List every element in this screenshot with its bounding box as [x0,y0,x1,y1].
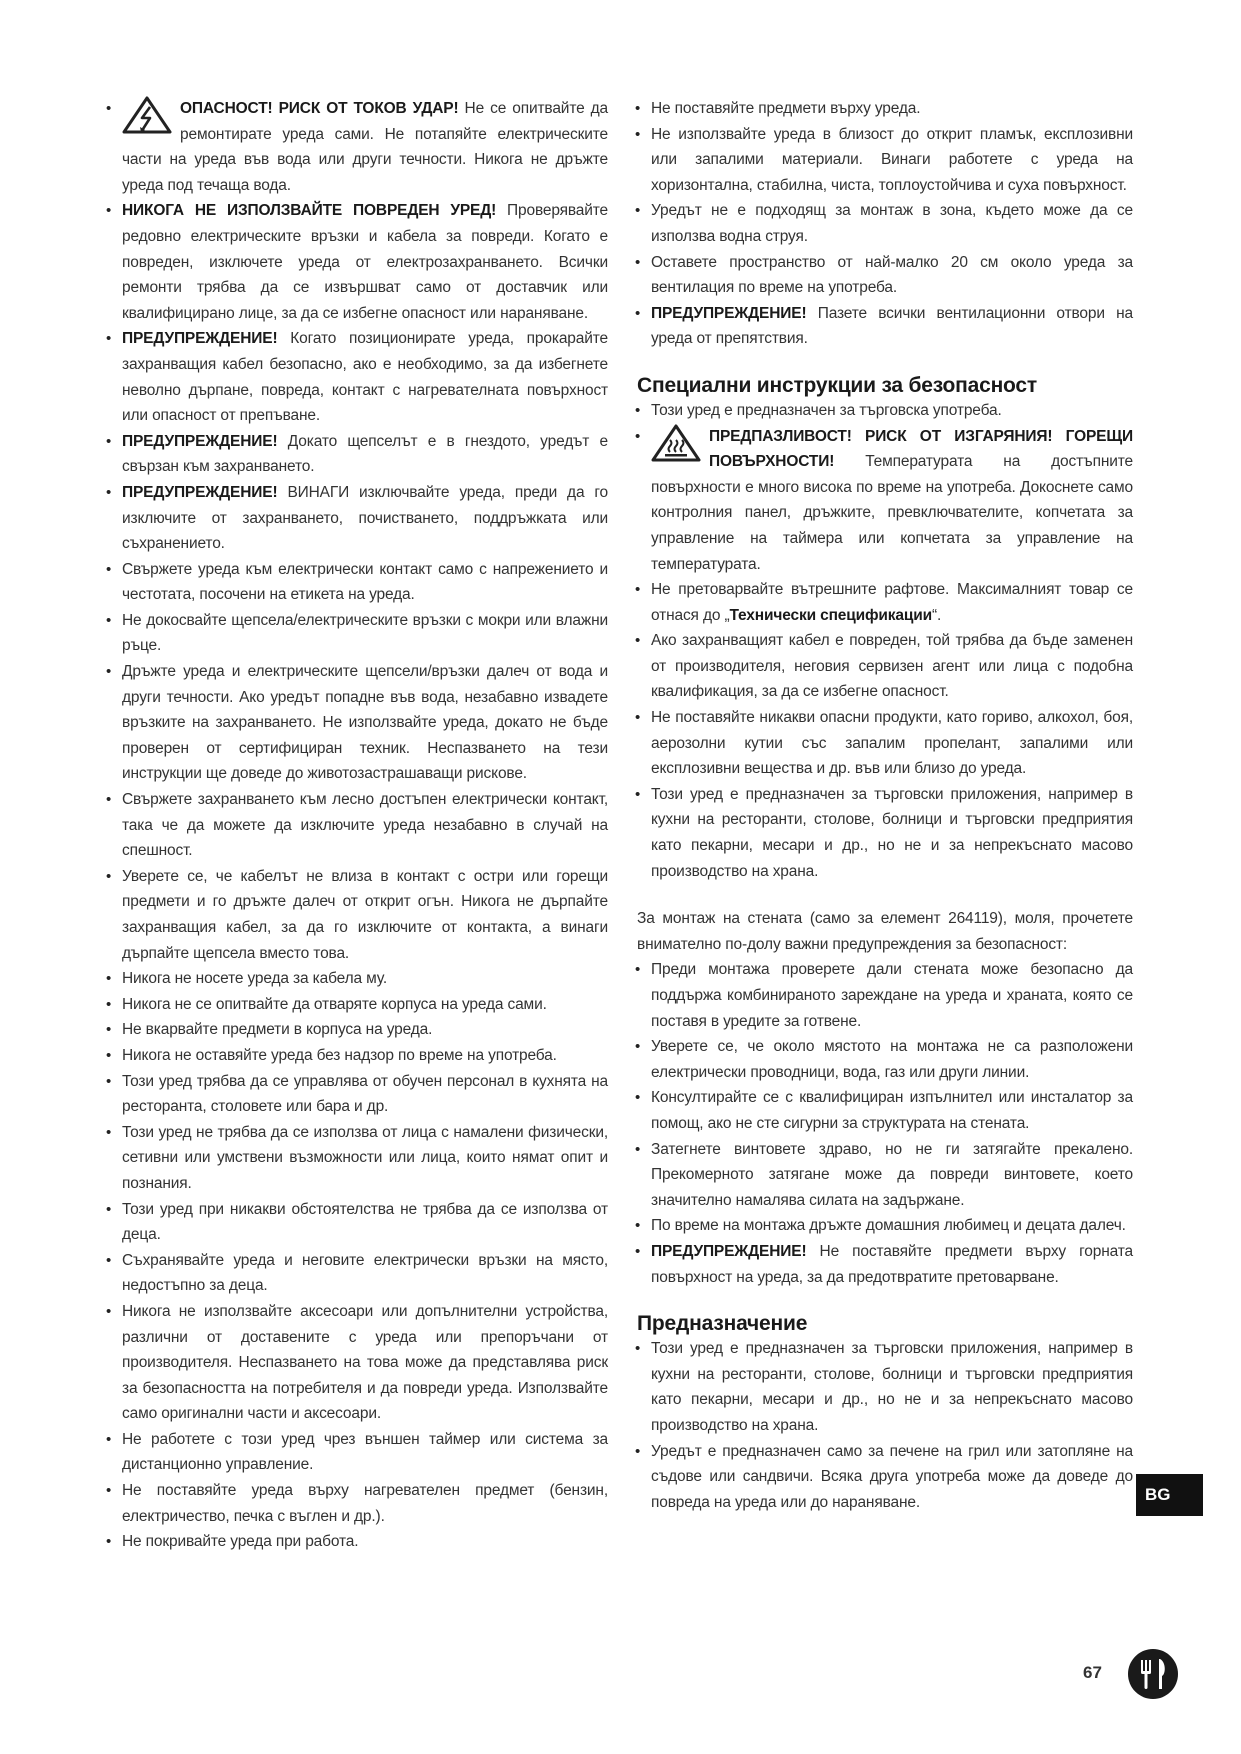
list-item [108,1069,608,1120]
item-text: Пазете всички вентилационни отвори на уреда от препятствия. [651,304,1133,348]
item-text: Не покривайте уреда при работа. [122,1533,359,1551]
warning-label: ОПАСНОСТ! РИСК ОТ ТОКОВ УДАР! [180,100,459,117]
list-item [108,429,608,480]
list-item [108,659,608,787]
list-item [108,198,608,326]
wall-mount-list [637,957,1133,1290]
list-item [637,198,1133,249]
item-text: Съхранявайте уреда и неговите електрически връзки на място, недостъпно за деца. [122,1251,608,1295]
electric-shock-warning-icon [122,96,174,134]
list-item [108,1248,608,1299]
list-item [108,480,608,557]
warning-label: ПРЕДУПРЕЖДЕНИЕ! [651,1242,807,1260]
item-text: Уверете се, че кабелът не влиза в контакт с остри или горещи предмети и го дръжте далеч от открит огън. Никога не дърпайте захранващия кабел, за да го изключите от контакта, а винаги дърпайте щепсела вместо това. [122,867,608,962]
list-item [637,424,1133,578]
item-text: Свържете захранването към лесно достъпен електрически контакт, така че да можете да изключите уреда незабавно в случай на спешност. [122,791,608,860]
item-text: Не претоварвайте вътрешните рафтове. Максималният товар се отнася до „ [651,581,1133,624]
list-item [637,705,1133,782]
warning-label: ПРЕДУПРЕЖДЕНИЕ! [122,330,278,348]
item-text: Температурата на достъпните повърхности е много висока по време на употреба. Докоснете само контролния панел, дръжките, превключвателите, копчетата за управление на таймера или копчетата за управление на температурата. [651,453,1133,573]
item-text: Никога не използвайте аксесоари или допълнителни устройства, различни от доставените с уреда или препоръчани от производителя. Неспазването на това може да представлява риск за безопасността на потребителя и да повреди уреда. Използвайте само оригинални части и аксесоари. [122,1302,608,1423]
list-item [108,1017,608,1043]
right-column [637,96,1133,1515]
list-item [108,966,608,992]
special-instructions-heading: Специални инструкции за безопасност [637,373,1037,397]
item-text: Преди монтажа проверете дали стената може безопасно да поддържа комбинираното зареждане на уреда и храната, която се поставя в уредите за готвене. [651,961,1133,1030]
list-item [637,301,1133,352]
left-column [108,96,608,1555]
language-badge: BG [1136,1474,1203,1516]
list-item [637,957,1133,1034]
intended-use-heading: Предназначение [637,1312,808,1336]
item-text: Не вкарвайте предмети в корпуса на уреда. [122,1021,433,1039]
item-text: Уредът е предназначен само за печене на грил или затопляне на съдове или сандвичи. Всяка друга употреба може да доведе до повреда на уреда или до нараняване. [651,1442,1133,1511]
list-item [637,1085,1133,1136]
spec-reference: Технически спецификации [729,606,933,624]
item-text: Никога не носете уреда за кабела му. [122,970,387,988]
list-item [108,992,608,1018]
page-number: 67 [1083,1663,1102,1682]
item-text: Уверете се, че около мястото на монтажа не са разположени електрически проводници, вода, газ или други линии. [651,1038,1133,1081]
list-item [637,1439,1133,1516]
item-text: Този уред трябва да се управлява от обучен персонал в кухнята на ресторанта, столовете или бара и др. [122,1072,608,1116]
item-text: Не поставяйте уреда върху нагревателен предмет (бензин, електричество, печка с въглен и др.). [122,1482,608,1525]
list-item [108,557,608,608]
item-text: ВИНАГИ изключвайте уреда, преди да го изключите от захранването, почистването, поддръжката или съхранението. [122,483,608,553]
item-text: Оставете пространство от най-малко 20 см около уреда за вентилация по време на употреба. [651,253,1133,297]
item-text: Този уред е предназначен за търговски приложения, например в кухни на ресторанти, столове, болници и търговски предприятия като пекарни, месари и др., но не и за непрекъснато масово производство на храна. [651,785,1133,880]
item-text: Не работете с този уред чрез външен таймер или система за дистанционно управление. [122,1430,608,1474]
warning-label: НИКОГА НЕ ИЗПОЛЗВАЙТЕ ПОВРЕДЕН УРЕД! [122,202,497,220]
item-text-tail: “. [932,606,942,624]
item-text: Не поставяйте предмети върху уреда. [651,100,921,117]
item-text: Не поставяйте предмети върху горната повърхност на уреда, за да предотвратите претоварване. [651,1242,1133,1286]
item-text: Когато позиционирате уреда, прокарайте захранващия кабел безопасно, ако е необходимо, за да избегнете неволно дърпане, повреда, контакт с нагревателната повърхност или опасност от препъване. [122,330,608,425]
list-item [108,1478,608,1529]
list-item [108,1120,608,1197]
item-text: Затегнете винтовете здраво, но не ги затягайте прекалено. Прекомерното затягане може да повреди винтовете, което значително намалява силата на задържане. [651,1140,1133,1209]
item-text: Ако захранващият кабел е повреден, той трябва да бъде заменен от производителя, неговия сервизен агент или лица с подобна квалификация, за да се избегне опасност. [651,632,1133,701]
wall-mount-intro: За монтаж на стената (само за елемент 264119), моля, прочетете внимателно по-долу важни предупреждения за безопасност: [637,910,1133,953]
item-text: Никога не оставяйте уреда без надзор по време на употреба. [122,1046,557,1064]
list-item [637,1239,1133,1290]
special-instructions-list [637,398,1133,884]
item-text: Не докосвайте щепсела/електрическите връзки с мокри или влажни ръце. [122,611,608,655]
list-item [637,1213,1133,1239]
item-text: Не използвайте уреда в близост до открит пламък, експлозивни или запалими материали. Винаги работете с уреда на хоризонтална, стабилна, чиста, топлоустойчива и суха повърхност. [651,125,1133,194]
cutlery-logo-icon [1127,1648,1179,1700]
item-text: Уредът не е подходящ за монтаж в зона, където може да се използва водна струя. [651,202,1133,245]
list-item [108,96,608,198]
hot-surface-warning-icon [651,424,703,462]
item-text: Свържете уреда към електрически контакт само с напрежението и честотата, посочени на етикета на уреда. [122,560,608,604]
warning-label: ПРЕДУПРЕЖДЕНИЕ! [122,483,278,501]
list-item [637,96,1133,122]
list-item [637,122,1133,199]
list-item [108,1427,608,1478]
item-text: Консултирайте се с квалифициран изпълнител или инсталатор за помощ, ако не сте сигурни за структурата на стената. [651,1089,1133,1132]
warning-label: ПРЕДПАЗЛИВОСТ! РИСК ОТ ИЗГАРЯНИЯ! ГОРЕЩИ ПОВЪРХНОСТИ! [709,427,1133,471]
list-item [637,1034,1133,1085]
list-item [108,326,608,428]
list-item [637,782,1133,884]
list-item [637,398,1133,424]
item-text: Проверявайте редовно електрическите връзки и кабела за повреди. Когато е повреден, изключете уреда от електрозахранването. Всички ремонти трябва да се извършват само от доставчик или квалифицирано лице, за да се избегне опасност или нараняване. [122,202,608,322]
list-item [637,1137,1133,1214]
list-item [108,1299,608,1427]
item-text: Този уред е предназначен за търговски приложения, например в кухни на ресторанти, столове, болници и търговски предприятия като пекарни, месари и др., но не и за непрекъснато масово производство на храна. [651,1340,1133,1434]
warning-label: ПРЕДУПРЕЖДЕНИЕ! [651,304,807,322]
item-text: Този уред не трябва да се използва от лица с намалени физически, сетивни или умствени възможности или лица, които нямат опит и познания. [122,1123,608,1192]
item-text: Този уред при никакви обстоятелства не трябва да се използва от деца. [122,1200,608,1244]
item-text: Никога не се опитвайте да отваряте корпуса на уреда сами. [122,995,547,1013]
list-item [108,1197,608,1248]
item-text: Този уред е предназначен за търговска употреба. [651,401,1002,419]
item-text: Не поставяйте никакви опасни продукти, като гориво, алкохол, боя, аерозолни кутии със запалим пропелант, запалими или експлозивни вещества и др. във или близо до уреда. [651,709,1133,778]
item-text: Докато щепселът е в гнездото, уредът е свързан към захранването. [122,432,608,476]
list-item [637,1336,1133,1438]
list-item [637,250,1133,301]
right-safety-list [637,96,1133,352]
left-safety-list [108,96,608,1555]
list-item [637,577,1133,628]
intended-use-list [637,1336,1133,1515]
item-text: Дръжте уреда и електрическите щепсели/връзки далеч от вода и други течности. Ако уредът попадне във вода, незабавно извадете връзките на захранването. Не използвайте уреда, докато не бъде проверен от сертифициран техник. Неспазването на тези инструкции ще доведе до животозастрашаващи рискове. [122,663,608,783]
list-item [108,864,608,966]
list-item [108,1529,608,1555]
list-item [637,628,1133,705]
list-item [108,1043,608,1069]
item-text: По време на монтажа дръжте домашния любимец и децата далеч. [651,1217,1126,1235]
warning-label: ПРЕДУПРЕЖДЕНИЕ! [122,432,278,450]
item-text: Не се опитвайте да ремонтирате уреда сами. Не потапяйте електрическите части на уреда във вода или други течности. Никога не дръжте уреда под течаща вода. [122,100,608,194]
list-item [108,608,608,659]
list-item [108,787,608,864]
